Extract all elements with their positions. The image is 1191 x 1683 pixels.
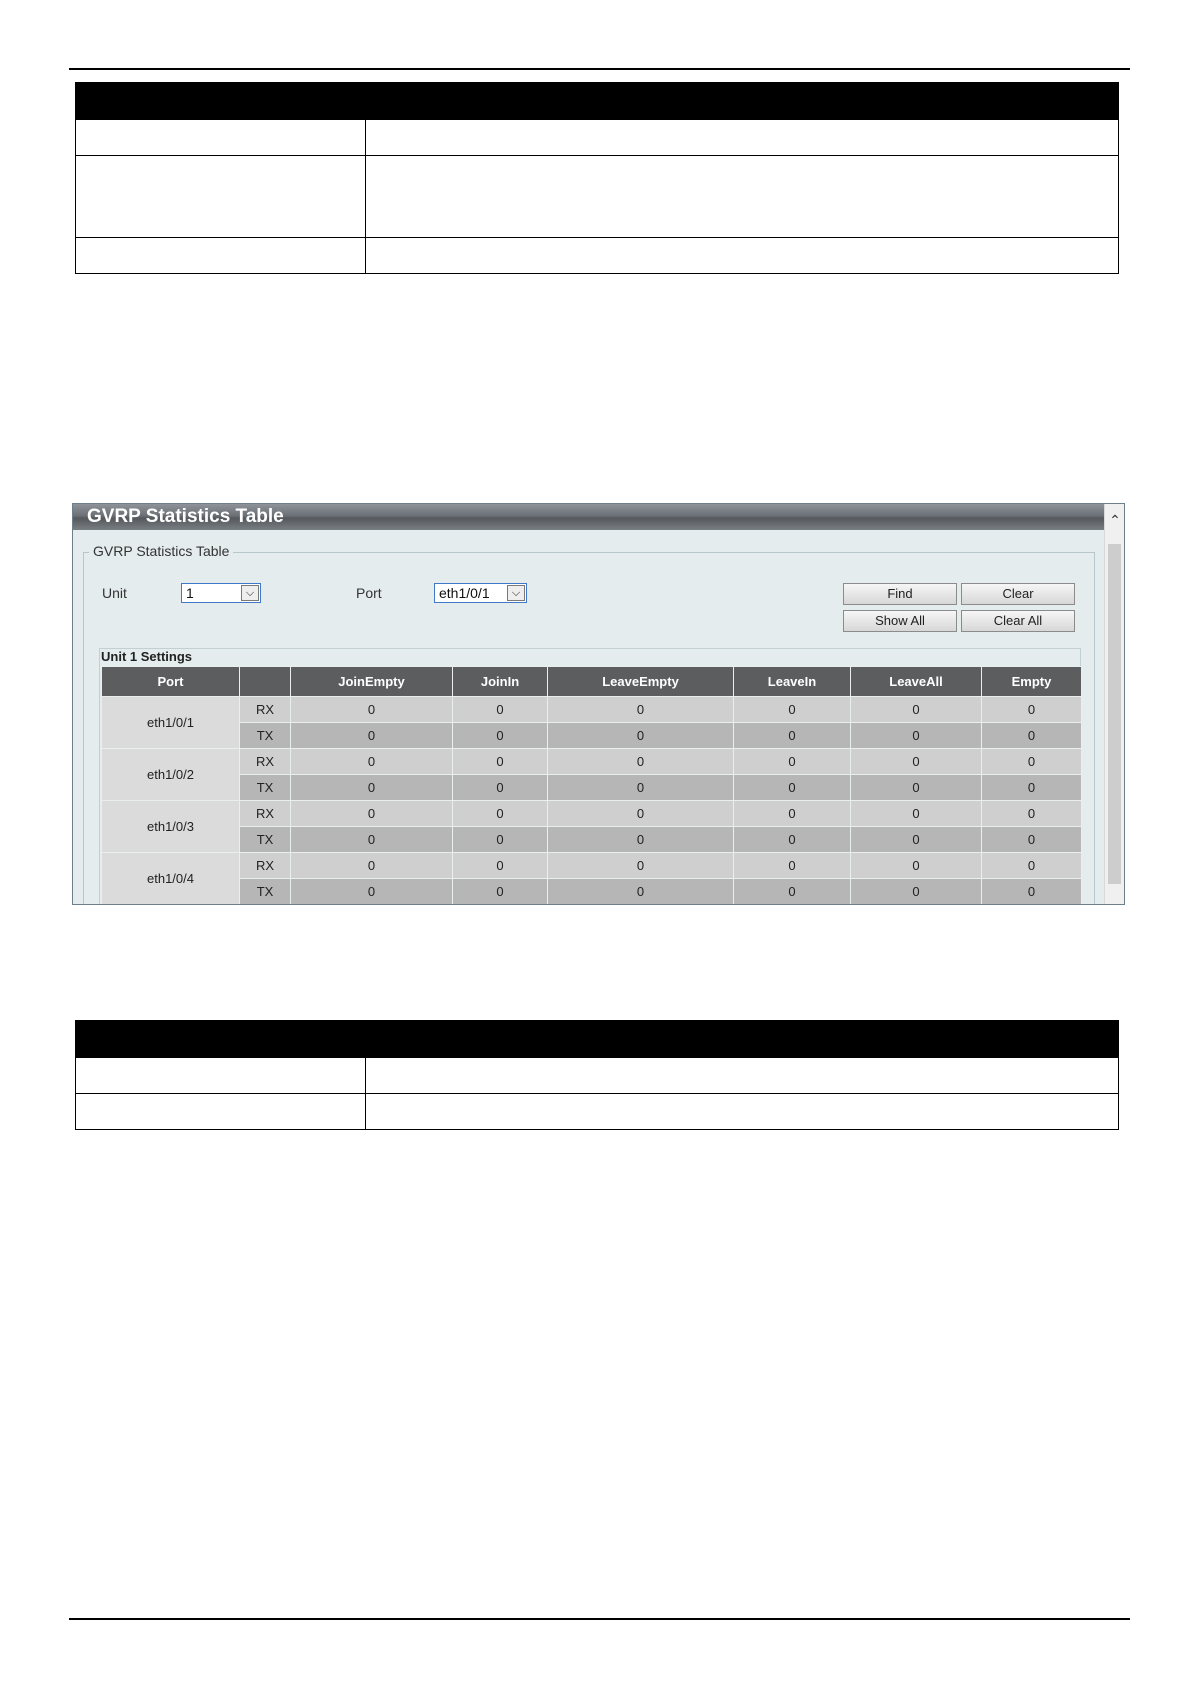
stat-cell: 0	[982, 697, 1082, 723]
stat-cell: 0	[851, 723, 982, 749]
stat-cell: 0	[982, 775, 1082, 801]
port-cell: eth1/0/2	[102, 749, 240, 801]
direction-cell: RX	[240, 697, 291, 723]
table-row	[76, 1094, 1119, 1130]
stat-cell: 0	[982, 749, 1082, 775]
stat-cell: 0	[734, 853, 851, 879]
direction-cell: RX	[240, 801, 291, 827]
unit-select[interactable]	[181, 583, 261, 603]
table-row	[102, 801, 1082, 827]
table-header-row	[102, 667, 1082, 697]
find-button[interactable]: Find	[843, 583, 957, 605]
clear-all-button[interactable]: Clear All	[961, 610, 1075, 632]
stat-cell: 0	[453, 749, 548, 775]
stat-cell: 0	[851, 697, 982, 723]
column-header-port: Port	[102, 667, 240, 697]
unit-label: Unit	[102, 585, 127, 601]
port-label: Port	[356, 585, 382, 601]
table-header-row	[76, 1021, 1119, 1058]
fieldset-legend: GVRP Statistics Table	[89, 543, 233, 559]
stat-cell: 0	[734, 801, 851, 827]
stat-cell: 0	[453, 775, 548, 801]
table-header-row	[76, 83, 1119, 120]
show-all-button[interactable]: Show All	[843, 610, 957, 632]
gvrp-statistics-table	[101, 666, 1082, 905]
stat-cell: 0	[982, 853, 1082, 879]
stat-cell: 0	[453, 801, 548, 827]
table-row	[102, 749, 1082, 775]
stat-cell: 0	[453, 697, 548, 723]
stat-cell: 0	[982, 879, 1082, 905]
stat-cell: 0	[734, 827, 851, 853]
table-row	[102, 775, 1082, 801]
description-table-bottom	[75, 1020, 1119, 1130]
stat-cell: 0	[734, 775, 851, 801]
stat-cell: 0	[453, 879, 548, 905]
column-header-joinempty: JoinEmpty	[291, 667, 453, 697]
direction-cell: RX	[240, 853, 291, 879]
table-row	[102, 879, 1082, 905]
stat-cell: 0	[851, 749, 982, 775]
port-select[interactable]	[434, 583, 527, 603]
stat-cell: 0	[548, 853, 734, 879]
stat-cell: 0	[548, 775, 734, 801]
table-row	[76, 1058, 1119, 1094]
table-row	[102, 853, 1082, 879]
table-row	[76, 156, 1119, 238]
bottom-rule	[69, 1618, 1130, 1620]
stat-cell: 0	[291, 697, 453, 723]
table-row	[76, 238, 1119, 274]
stat-cell: 0	[548, 697, 734, 723]
stat-cell: 0	[548, 749, 734, 775]
stat-cell: 0	[851, 801, 982, 827]
stat-cell: 0	[453, 853, 548, 879]
column-header-direction	[240, 667, 291, 697]
chevron-down-icon[interactable]: ⌵	[241, 585, 259, 601]
vertical-scrollbar[interactable]	[1104, 504, 1124, 904]
stat-cell: 0	[851, 879, 982, 905]
direction-cell: TX	[240, 827, 291, 853]
stat-cell: 0	[291, 801, 453, 827]
stat-cell: 0	[734, 749, 851, 775]
stat-cell: 0	[453, 723, 548, 749]
stat-cell: 0	[851, 853, 982, 879]
port-cell: eth1/0/1	[102, 697, 240, 749]
stat-cell: 0	[453, 827, 548, 853]
stat-cell: 0	[982, 801, 1082, 827]
column-header-leaveall: LeaveAll	[851, 667, 982, 697]
stat-cell: 0	[291, 723, 453, 749]
clear-button[interactable]: Clear	[961, 583, 1075, 605]
direction-cell: TX	[240, 775, 291, 801]
scrollbar-thumb[interactable]	[1108, 544, 1121, 884]
stat-cell: 0	[548, 723, 734, 749]
stat-cell: 0	[851, 775, 982, 801]
column-header-joinin: JoinIn	[453, 667, 548, 697]
description-table-top	[75, 82, 1119, 274]
stat-cell: 0	[851, 827, 982, 853]
stat-cell: 0	[291, 879, 453, 905]
table-row	[102, 697, 1082, 723]
chevron-up-icon[interactable]: ⌃	[1109, 512, 1121, 528]
table-row	[76, 120, 1119, 156]
unit-settings-title: Unit 1 Settings	[101, 649, 193, 664]
direction-cell: TX	[240, 879, 291, 905]
stat-cell: 0	[734, 879, 851, 905]
stat-cell: 0	[982, 827, 1082, 853]
stat-cell: 0	[291, 775, 453, 801]
column-header-leaveempty: LeaveEmpty	[548, 667, 734, 697]
table-row	[102, 723, 1082, 749]
gvrp-statistics-window	[72, 503, 1125, 905]
stat-cell: 0	[982, 723, 1082, 749]
stat-cell: 0	[548, 801, 734, 827]
stat-cell: 0	[734, 697, 851, 723]
direction-cell: TX	[240, 723, 291, 749]
chevron-down-icon[interactable]: ⌵	[507, 585, 525, 601]
stat-cell: 0	[291, 853, 453, 879]
column-header-empty: Empty	[982, 667, 1082, 697]
top-rule	[69, 68, 1130, 70]
direction-cell: RX	[240, 749, 291, 775]
stat-cell: 0	[291, 749, 453, 775]
port-select-value: eth1/0/1	[439, 585, 490, 601]
stat-cell: 0	[548, 879, 734, 905]
port-cell: eth1/0/3	[102, 801, 240, 853]
stat-cell: 0	[548, 827, 734, 853]
port-cell: eth1/0/4	[102, 853, 240, 905]
window-title: GVRP Statistics Table	[73, 504, 1104, 530]
stat-cell: 0	[291, 827, 453, 853]
stat-cell: 0	[734, 723, 851, 749]
column-header-leavein: LeaveIn	[734, 667, 851, 697]
unit-select-value: 1	[186, 585, 194, 601]
table-row	[102, 827, 1082, 853]
